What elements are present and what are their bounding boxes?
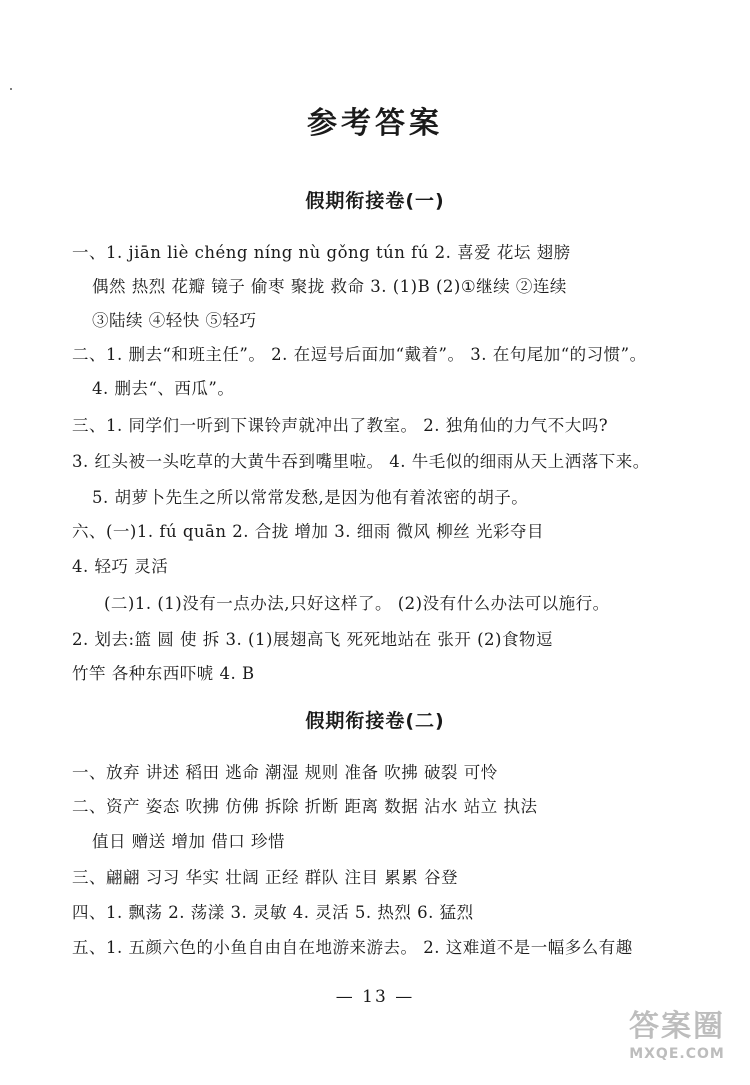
- answer-line: 5. 胡萝卜先生之所以常常发愁,是因为他有着浓密的胡子。: [92, 488, 529, 507]
- answer-line: 五、1. 五颜六色的小鱼自由自在地游来游去。 2. 这难道不是一幅多么有趣: [72, 938, 633, 957]
- section-title-1: 假期衔接卷(一): [305, 190, 445, 212]
- answer-line: 二、资产 姿态 吹拂 仿佛 拆除 折断 距离 数据 沾水 站立 执法: [72, 797, 538, 816]
- answer-line: 四、1. 飘荡 2. 荡漾 3. 灵敏 4. 灵活 5. 热烈 6. 猛烈: [72, 903, 474, 922]
- scan-speck: [10, 88, 12, 90]
- section-title-2: 假期衔接卷(二): [305, 710, 445, 732]
- answer-line: 三、1. 同学们一听到下课铃声就冲出了教室。 2. 独角仙的力气不大吗?: [72, 416, 609, 435]
- page-number: — 13 —: [335, 987, 415, 1007]
- watermark-text: 答案圈: [629, 1009, 725, 1044]
- watermark-url: MXQE.COM: [629, 1046, 725, 1062]
- answer-line: 竹竿 各种东西吓唬 4. B: [72, 664, 255, 683]
- watermark-logo: [618, 1009, 736, 1075]
- answer-line: 三、翩翩 习习 华实 壮阔 正经 群队 注目 累累 谷登: [72, 868, 458, 887]
- answer-line: 2. 划去:篮 圆 使 拆 3. (1)展翅高飞 死死地站在 张开 (2)食物逗: [72, 630, 553, 649]
- answer-line: 4. 删去“、西瓜”。: [92, 379, 235, 398]
- answer-line: 偶然 热烈 花瓣 镜子 偷枣 聚拢 救命 3. (1)B (2)①继续 ②连续: [92, 277, 567, 296]
- answer-line: (二)1. (1)没有一点办法,只好这样了。 (2)没有什么办法可以施行。: [104, 594, 610, 613]
- answer-line: 一、1. jiān liè chéng níng nù gǒng tún fú 2. 喜爱 花坛 翅膀: [72, 243, 571, 262]
- answer-line: 六、(一)1. fú quān 2. 合拢 增加 3. 细雨 微风 柳丝 光彩夺目: [72, 522, 544, 541]
- answer-line: 4. 轻巧 灵活: [72, 557, 169, 576]
- answer-line: 一、放弃 讲述 稻田 逃命 潮湿 规则 准备 吹拂 破裂 可怜: [72, 763, 498, 782]
- answer-line: ③陆续 ④轻快 ⑤轻巧: [92, 311, 257, 330]
- answer-line: 值日 赠送 增加 借口 珍惜: [92, 832, 285, 851]
- answer-line: 3. 红头被一头吃草的大黄牛吞到嘴里啦。 4. 牛毛似的细雨从天上洒落下来。: [72, 452, 650, 471]
- answer-line: 二、1. 删去“和班主任”。 2. 在逗号后面加“戴着”。 3. 在句尾加“的习惯”。: [72, 345, 647, 364]
- page-title: 参考答案: [307, 106, 443, 141]
